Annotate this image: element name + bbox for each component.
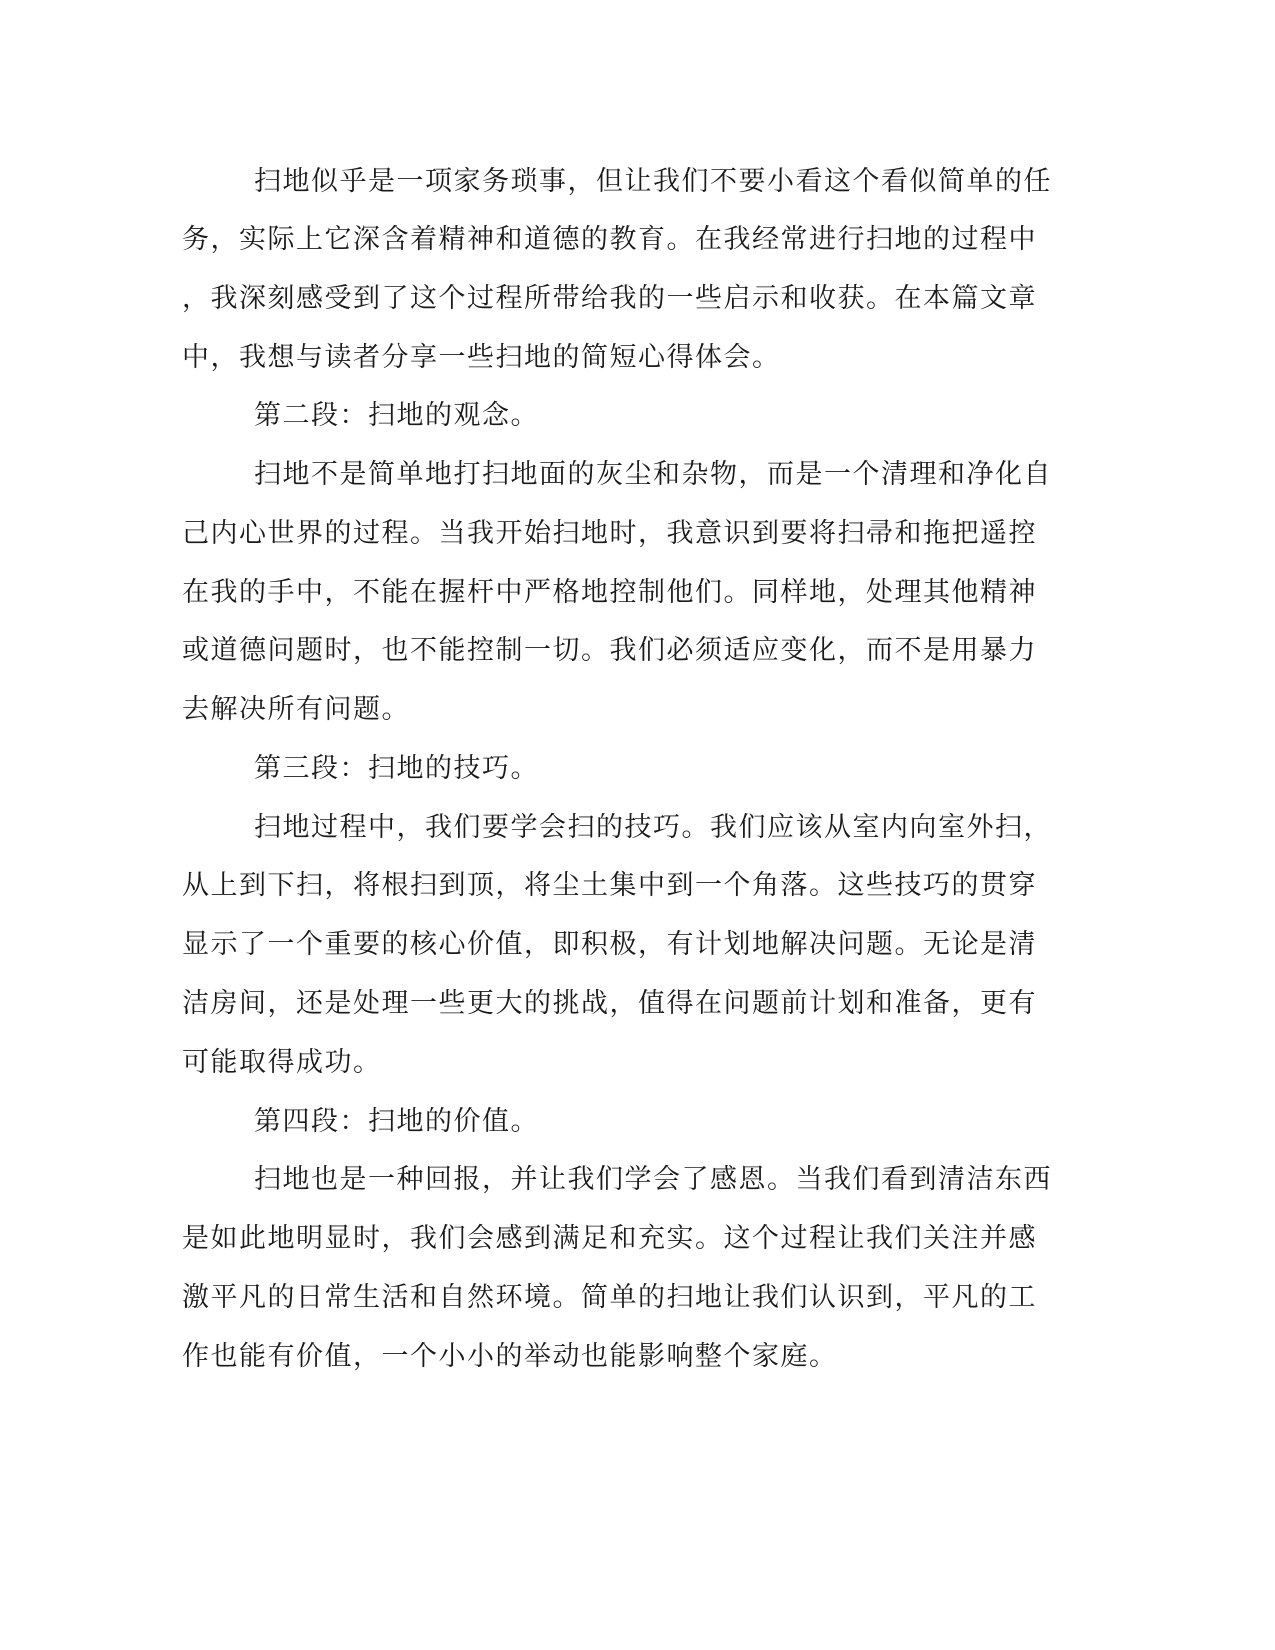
paragraph-2-line-2: 己内心世界的过程。当我开始扫地时，我意识到要将扫帚和拖把遥控 xyxy=(182,518,1037,549)
paragraph-2-line-3: 在我的手中，不能在握杆中严格地控制他们。同样地，处理其他精神 xyxy=(182,577,1037,608)
paragraph-4-line-1: 扫地也是一种回报，并让我们学会了感恩。当我们看到清洁东西 xyxy=(254,1164,1052,1195)
paragraph-1-line-1: 扫地似乎是一项家务琐事，但让我们不要小看这个看似简单的任 xyxy=(254,166,1052,197)
paragraph-3-line-1: 扫地过程中，我们要学会扫的技巧。我们应该从室内向室外扫， xyxy=(254,812,1052,843)
paragraph-2-line-1: 扫地不是简单地打扫地面的灰尘和杂物，而是一个清理和净化自 xyxy=(254,459,1052,490)
paragraph-3-line-2: 从上到下扫，将根扫到顶，将尘土集中到一个角落。这些技巧的贯穿 xyxy=(182,870,1037,901)
paragraph-1-line-2: 务，实际上它深含着精神和道德的教育。在我经常进行扫地的过程中 xyxy=(182,224,1037,255)
paragraph-2-line-5: 去解决所有问题。 xyxy=(182,694,410,725)
section-heading-3: 第三段：扫地的技巧。 xyxy=(254,753,539,784)
paragraph-1-line-3: ，我深刻感受到了这个过程所带给我的一些启示和收获。在本篇文章 xyxy=(182,283,1037,314)
paragraph-1-line-4: 中，我想与读者分享一些扫地的简短心得体会。 xyxy=(182,342,781,373)
paragraph-4-line-3: 激平凡的日常生活和自然环境。简单的扫地让我们认识到，平凡的工 xyxy=(182,1282,1037,1313)
paragraph-4-line-4: 作也能有价值，一个小小的举动也能影响整个家庭。 xyxy=(182,1341,838,1372)
paragraph-2-line-4: 或道德问题时，也不能控制一切。我们必须适应变化，而不是用暴力 xyxy=(182,635,1037,666)
paragraph-3-line-4: 洁房间，还是处理一些更大的挑战，值得在问题前计划和准备，更有 xyxy=(182,988,1037,1019)
paragraph-4-line-2: 是如此地明显时，我们会感到满足和充实。这个过程让我们关注并感 xyxy=(182,1223,1037,1254)
paragraph-3-line-3: 显示了一个重要的核心价值，即积极，有计划地解决问题。无论是清 xyxy=(182,929,1037,960)
section-heading-2: 第二段：扫地的观念。 xyxy=(254,400,539,431)
section-heading-4: 第四段：扫地的价值。 xyxy=(254,1106,539,1137)
paragraph-3-line-5: 可能取得成功。 xyxy=(182,1047,382,1078)
